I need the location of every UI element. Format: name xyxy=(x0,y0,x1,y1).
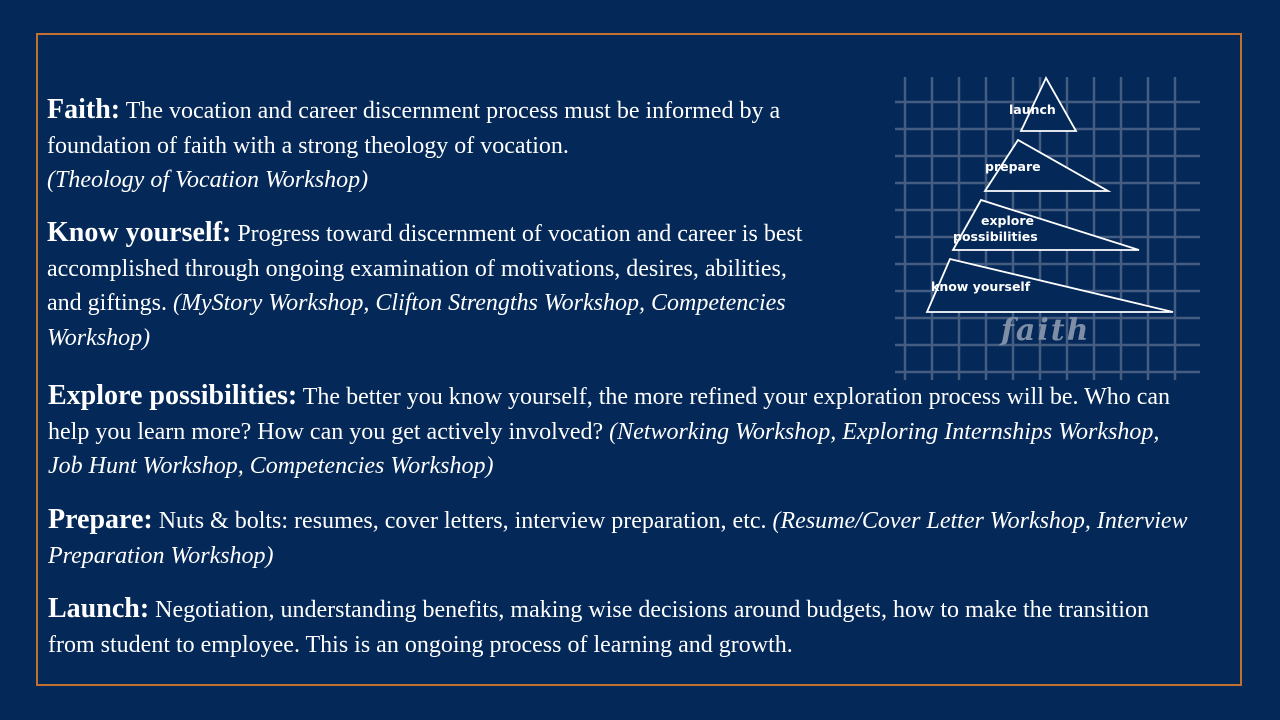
know-yourself-heading: Know yourself: xyxy=(47,217,232,248)
explore-body: The better you know yourself, the more refined your exploration process will be. Who can help you learn more? How can you get actively involved? xyxy=(48,384,1171,445)
launch-body: Negotiation, understanding benefits, making wise decisions around budgets, how to make the transition from student to employee. This is an ongoing process of learning and growth. xyxy=(48,597,1149,658)
pyramid-label-possibilities: possibilities xyxy=(953,229,1038,244)
pyramid-label-know-yourself: know yourself xyxy=(931,279,1031,294)
vocation-pyramid-diagram xyxy=(895,72,1200,382)
prepare-body: Nuts & bolts: resumes, cover letters, interview preparation, etc. xyxy=(158,508,767,534)
pyramid-label-launch: launch xyxy=(1009,102,1056,117)
faith-workshop-ref: (Theology of Vocation Workshop) xyxy=(47,167,369,193)
launch-heading: Launch: xyxy=(48,593,150,624)
know-yourself-workshop-ref: (MyStory Workshop, Clifton Strengths Workshop, Competencies Workshop) xyxy=(47,290,786,351)
explore-paragraph xyxy=(48,379,1198,484)
prepare-heading: Prepare: xyxy=(48,504,153,535)
prepare-paragraph xyxy=(48,503,1198,573)
faith-body: The vocation and career discernment process must be informed by a foundation of faith with a strong theology of vocation. xyxy=(47,98,781,159)
launch-paragraph xyxy=(48,592,1198,662)
explore-workshop-ref: (Networking Workshop, Exploring Internships Workshop, Job Hunt Workshop, Competencies Workshop) xyxy=(48,418,1160,479)
know-yourself-paragraph xyxy=(47,216,807,355)
pyramid-label-explore: explore xyxy=(981,213,1035,228)
explore-heading: Explore possibilities: xyxy=(48,380,298,411)
faith-heading: Faith: xyxy=(47,94,121,125)
prepare-workshop-ref: (Resume/Cover Letter Workshop, Interview Preparation Workshop) xyxy=(48,508,1188,569)
pyramid-label-prepare: prepare xyxy=(985,159,1041,174)
faith-paragraph xyxy=(47,93,837,198)
know-yourself-body: Progress toward discernment of vocation and career is best accomplished through ongoing examination of motivations, desires, abilities, and giftings. xyxy=(47,221,803,316)
pyramid-base-faith-label: faith xyxy=(1001,313,1091,348)
